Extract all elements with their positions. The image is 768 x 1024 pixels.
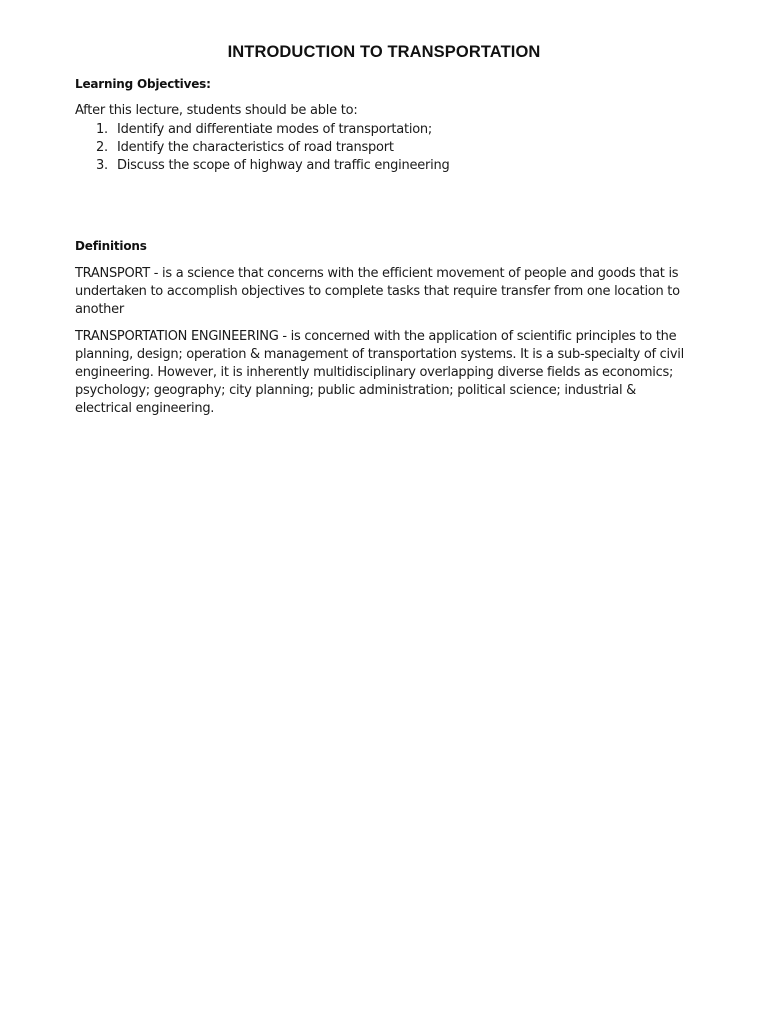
list-item-text: Identify and differentiate modes of transportation; [117,122,433,137]
objectives-intro: After this lecture, students should be able to: [75,103,358,118]
list-item-text: Discuss the scope of highway and traffic engineering [117,158,450,173]
list-item-text: Identify the characteristics of road transport [117,140,394,155]
list-item-number: 2. [96,140,108,155]
learning-objectives-heading: Learning Objectives: [75,77,211,91]
definition-transportation-engineering: TRANSPORTATION ENGINEERING - is concerned with the application of scientific principles to the planning, design; operation & management of transportation systems. It is a sub-specialty of civil engineering. However, it is inherently multidisciplinary overlapping diverse fields as economics; psychology; geography; city planning; public administration; political science; industrial & electrical engineering. [75,329,684,416]
objectives-list [75,121,449,175]
definitions-heading: Definitions [75,239,147,253]
page-title: INTRODUCTION TO TRANSPORTATION [227,43,541,61]
list-item-number: 1. [96,122,108,137]
definition-transport: TRANSPORT - is a science that concerns with the efficient movement of people and goods that is undertaken to accomplish objectives to complete tasks that require transfer from one location to another [75,266,680,317]
list-item [75,157,449,175]
list-item [75,139,449,157]
list-item [75,121,449,139]
list-item-number: 3. [96,158,108,173]
